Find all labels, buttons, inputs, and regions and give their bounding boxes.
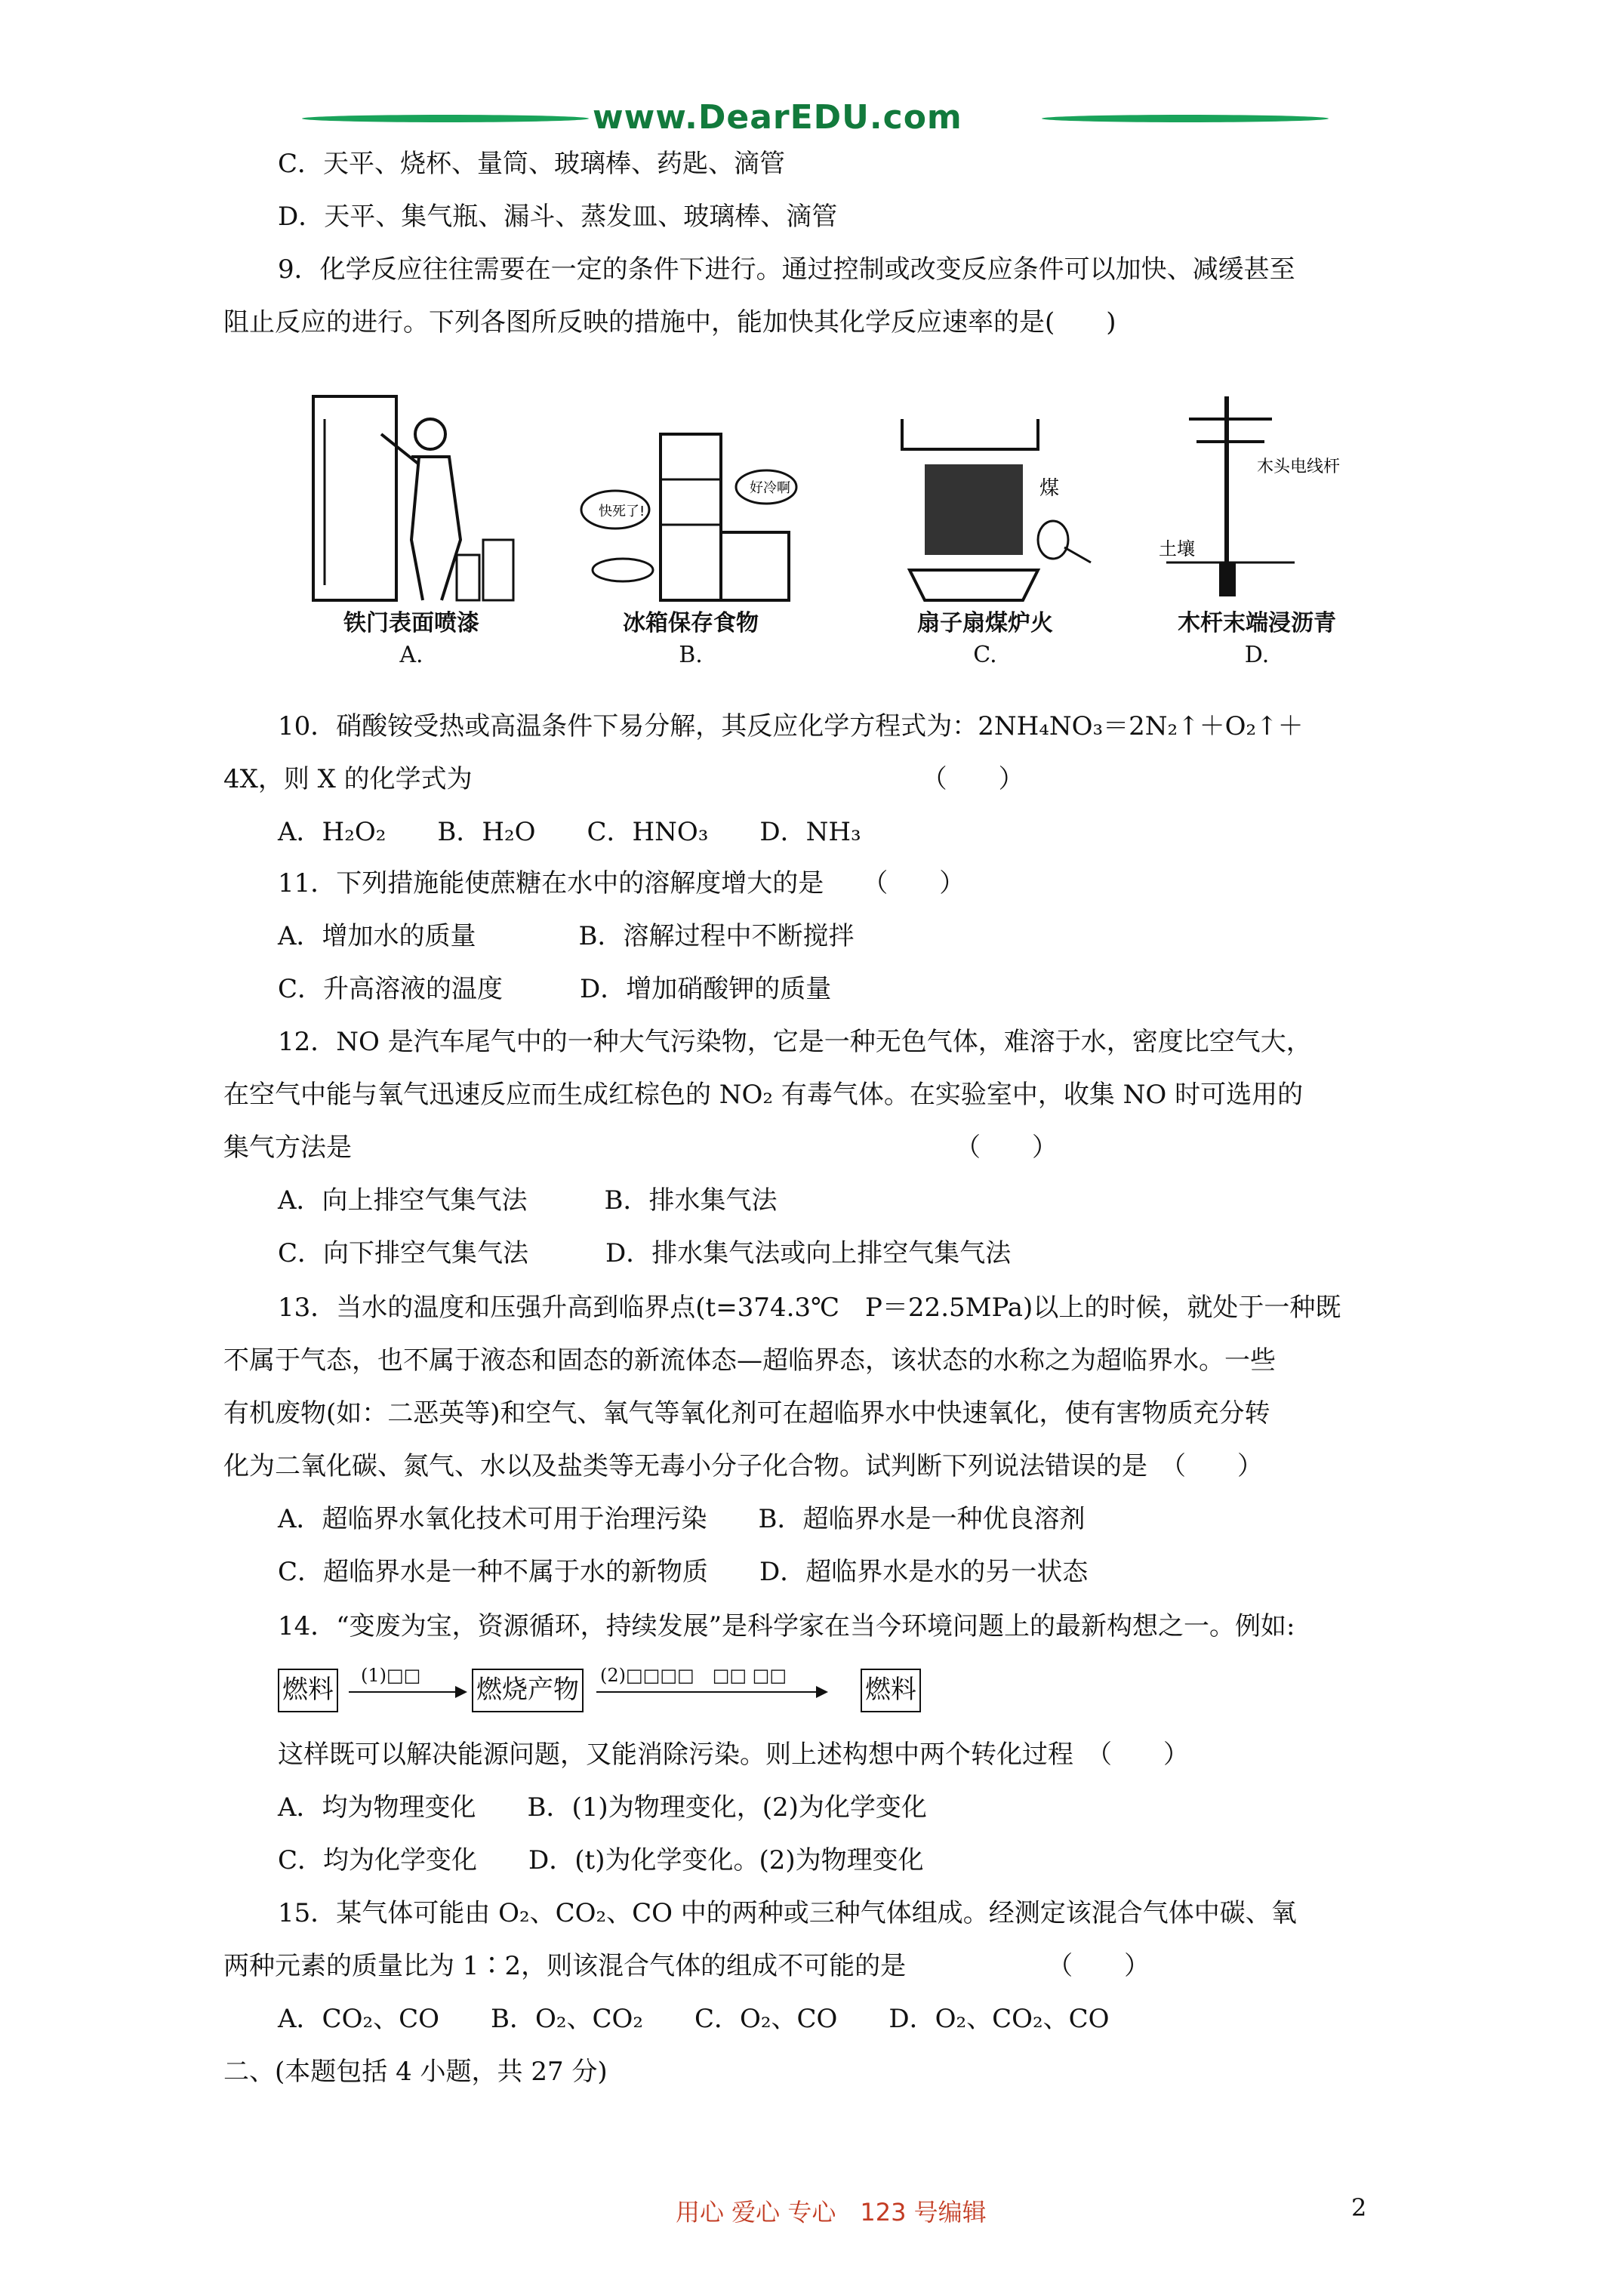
figure-a-letter: A. <box>399 642 423 668</box>
question-13-line1: 13．当水的温度和压强升高到临界点(t=374.3℃ P＝22.5MPa)以上的时候，就处于一种既 <box>278 1293 1341 1323</box>
question-14-options-cd: C．均为化学变化 D．(t)为化学变化。(2)为物理变化 <box>278 1845 924 1875</box>
figure-c-caption: 扇子扇煤炉火 <box>917 610 1053 636</box>
flow-arrow-2-label: (2)□□□□ □□ □□ <box>600 1665 787 1686</box>
header-swoosh-right <box>1042 115 1329 122</box>
question-10-options: A．H₂O₂ B．H₂O C．HNO₃ D．NH₃ <box>278 817 861 847</box>
coal-stove-icon <box>872 378 1098 627</box>
question-10-line2: 4X，则 X 的化学式为 （ ） <box>223 764 1024 794</box>
question-13-line3: 有机废物(如：二恶英等)和空气、氧气等氧化剂可在超临界水中快速氧化，使有害物质充分转 <box>223 1398 1270 1428</box>
figure-d <box>1144 378 1370 680</box>
flow-arrow-1 <box>349 1691 466 1693</box>
figure-a-caption: 铁门表面喷漆 <box>343 610 479 636</box>
question-12-options-ab: A．向上排空气集气法 B．排水集气法 <box>278 1185 778 1216</box>
bubble-right-text: 好冷啊 <box>750 480 790 496</box>
figure-a <box>298 378 525 680</box>
coal-label: 煤 <box>1039 477 1060 500</box>
figure-b <box>577 378 804 680</box>
question-15-options: A．CO₂、CO B．O₂、CO₂ C．O₂、CO D．O₂、CO₂、CO <box>278 2004 1110 2034</box>
flow-arrow-2 <box>596 1691 827 1693</box>
flow-arrow-1-label: (1)□□ <box>361 1665 421 1686</box>
figure-d-letter: D. <box>1244 642 1270 668</box>
question-14-line1: 14．“变废为宝，资源循环，持续发展”是科学家在当今环境问题上的最新构想之一。例如: <box>278 1611 1295 1641</box>
question-14-options-ab: A．均为物理变化 B．(1)为物理变化，(2)为化学变化 <box>278 1792 927 1823</box>
question-12-line3: 集气方法是 （ ） <box>223 1133 1058 1163</box>
question-10-line1: 10．硝酸铵受热或高温条件下易分解，其反应化学方程式为：2NH₄NO₃＝2N₂↑＋O₂↑＋ <box>278 711 1304 741</box>
page-number: 2 <box>1351 2193 1367 2222</box>
figure-d-caption: 木杆末端浸沥青 <box>1178 610 1336 636</box>
header-swoosh-left <box>302 115 589 122</box>
question-11-options-cd: C．升高溶液的温度 D．增加硝酸钾的质量 <box>278 974 832 1004</box>
painting-door-icon <box>298 378 525 627</box>
question-13-line2: 不属于气态，也不属于液态和固态的新流体态—超临界态，该状态的水称之为超临界水。一些 <box>223 1345 1276 1376</box>
figure-c <box>872 378 1098 680</box>
figure-b-caption: 冰箱保存食物 <box>623 610 759 636</box>
question-9-line2: 阻止反应的进行。下列各图所反映的措施中，能加快其化学反应速率的是( ) <box>223 307 1116 337</box>
flow-box-fuel-end: 燃料 <box>861 1669 921 1712</box>
question-11: 11．下列措施能使蔗糖在水中的溶解度增大的是 （ ） <box>278 868 965 898</box>
question-11-options-ab: A．增加水的质量 B．溶解过程中不断搅拌 <box>278 921 855 951</box>
question-12-line2: 在空气中能与氧气迅速反应而生成红棕色的 NO₂ 有毒气体。在实验室中，收集 NO 时可选用的 <box>223 1080 1304 1110</box>
question-12-line1: 12．NO 是汽车尾气中的一种大气污染物，它是一种无色气体，难溶于水，密度比空气大， <box>278 1027 1312 1057</box>
question-15-line1: 15．某气体可能由 O₂、CO₂、CO 中的两种或三种气体组成。经测定该混合气体中碳、氧 <box>278 1898 1297 1928</box>
option-8c: C．天平、烧杯、量筒、玻璃棒、药匙、滴管 <box>278 149 786 179</box>
question-13-options-cd: C．超临界水是一种不属于水的新物质 D．超临界水是水的另一状态 <box>278 1557 1089 1587</box>
flow-box-fuel-start: 燃料 <box>278 1669 338 1712</box>
figure-c-letter: C. <box>973 642 997 668</box>
question-13-line4: 化为二氧化碳、氮气、水以及盐类等无毒小分子化合物。试判断下列说法错误的是 （ ） <box>223 1451 1263 1481</box>
site-logo-text: www.DearEDU.com <box>593 98 962 137</box>
option-8d: D．天平、集气瓶、漏斗、蒸发皿、玻璃棒、滴管 <box>278 202 838 232</box>
question-15-line2: 两种元素的质量比为 1∶2，则该混合气体的组成不可能的是 （ ） <box>223 1951 1150 1981</box>
section-2-heading: 二、(本题包括 4 小题，共 27 分) <box>223 2057 608 2087</box>
bubble-left-text: 快死了! <box>599 504 645 519</box>
soil-label: 土壤 <box>1159 538 1195 559</box>
fridge-icon <box>577 378 804 627</box>
question-9-line1: 9．化学反应往往需要在一定的条件下进行。通过控制或改变反应条件可以加快、减缓甚至 <box>278 254 1295 285</box>
question-14-line2: 这样既可以解决能源问题，又能消除污染。则上述构想中两个转化过程 （ ） <box>278 1740 1189 1770</box>
pole-label: 木头电线杆 <box>1257 458 1341 476</box>
page-header <box>302 98 1329 151</box>
question-9-figures <box>298 378 1370 687</box>
figure-b-letter: B. <box>679 642 703 668</box>
question-13-options-ab: A．超临界水氧化技术可用于治理污染 B．超临界水是一种优良溶剂 <box>278 1504 1086 1534</box>
utility-pole-icon <box>1144 378 1370 627</box>
question-12-options-cd: C．向下排空气集气法 D．排水集气法或向上排空气集气法 <box>278 1238 1012 1268</box>
flow-box-combustion-products: 燃烧产物 <box>472 1669 584 1712</box>
footer-editor-note: 用心 爱心 专心 123 号编辑 <box>676 2198 987 2227</box>
